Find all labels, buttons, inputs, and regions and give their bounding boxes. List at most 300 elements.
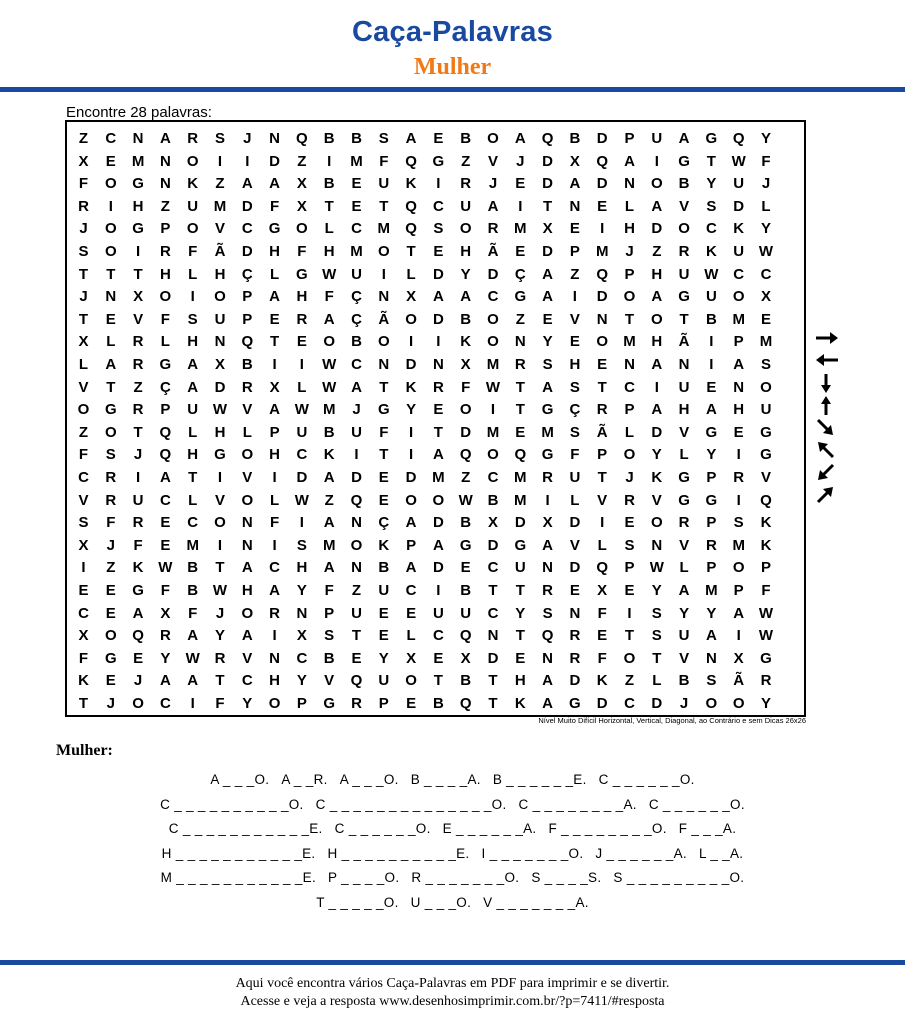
grid-letter[interactable]: B [323, 130, 335, 147]
grid-letter[interactable]: L [324, 220, 334, 238]
grid-letter[interactable]: X [78, 627, 89, 645]
grid-letter[interactable]: O [650, 310, 663, 328]
grid-letter[interactable]: E [105, 604, 116, 622]
grid-letter[interactable]: B [323, 175, 335, 193]
grid-letter[interactable]: K [733, 220, 745, 238]
grid-letter[interactable]: P [624, 401, 635, 419]
grid-letter[interactable]: A [487, 197, 499, 215]
grid-letter[interactable]: M [213, 197, 227, 215]
grid-letter[interactable]: F [188, 604, 198, 622]
grid-letter[interactable]: W [294, 491, 309, 509]
grid-letter[interactable]: Ã [214, 243, 226, 260]
grid-letter[interactable]: Z [106, 559, 116, 577]
grid-letter[interactable]: I [299, 514, 304, 532]
grid-letter[interactable]: X [406, 288, 417, 306]
grid-letter[interactable]: I [545, 491, 550, 509]
grid-letter[interactable]: P [624, 265, 635, 283]
grid-letter[interactable]: C [351, 356, 362, 373]
grid-letter[interactable]: L [761, 197, 771, 215]
grid-letter[interactable]: B [678, 175, 690, 193]
grid-letter[interactable]: M [514, 491, 527, 509]
grid-letter[interactable]: C [487, 604, 499, 622]
grid-letter[interactable]: E [624, 514, 635, 532]
grid-letter[interactable]: A [187, 378, 199, 396]
grid-letter[interactable]: H [651, 265, 663, 283]
grid-letter[interactable]: J [625, 469, 634, 486]
grid-letter[interactable]: I [190, 695, 195, 712]
grid-letter[interactable]: A [542, 265, 554, 283]
grid-letter[interactable]: U [760, 401, 772, 419]
grid-letter[interactable]: N [569, 604, 581, 622]
grid-letter[interactable]: L [188, 423, 198, 441]
grid-letter[interactable]: W [322, 265, 337, 283]
grid-letter[interactable]: R [78, 197, 89, 215]
grid-letter[interactable]: R [351, 695, 362, 712]
grid-letter[interactable]: J [106, 695, 115, 712]
grid-letter[interactable]: E [378, 604, 389, 622]
grid-letter[interactable]: R [569, 627, 581, 645]
grid-letter[interactable]: N [159, 175, 171, 193]
grid-letter[interactable]: C [159, 491, 171, 509]
grid-letter[interactable]: O [296, 220, 308, 238]
grid-letter[interactable]: Q [241, 333, 254, 351]
grid-letter[interactable]: Y [706, 446, 717, 464]
grid-letter[interactable]: Q [350, 491, 363, 509]
grid-letter[interactable]: F [78, 649, 89, 667]
grid-letter[interactable]: C [432, 627, 444, 645]
grid-letter[interactable]: A [323, 514, 335, 532]
grid-letter[interactable]: L [106, 333, 116, 351]
grid-letter[interactable]: O [705, 695, 718, 712]
grid-letter[interactable]: E [515, 649, 526, 667]
grid-letter[interactable]: R [569, 649, 581, 667]
grid-letter[interactable]: A [159, 469, 171, 486]
grid-letter[interactable]: E [433, 401, 444, 419]
grid-letter[interactable]: U [296, 423, 308, 441]
grid-letter[interactable]: J [488, 175, 498, 193]
grid-letter[interactable]: F [461, 378, 471, 396]
grid-letter[interactable]: M [514, 469, 527, 486]
grid-letter[interactable]: R [705, 536, 717, 554]
grid-letter[interactable]: I [518, 197, 523, 215]
grid-letter[interactable]: X [78, 152, 89, 170]
grid-letter[interactable]: U [651, 130, 663, 147]
grid-letter[interactable]: W [758, 627, 774, 645]
grid-letter[interactable]: R [678, 514, 690, 532]
grid-letter[interactable]: F [78, 446, 89, 464]
grid-letter[interactable]: F [379, 423, 389, 441]
grid-letter[interactable]: O [104, 220, 117, 238]
grid-letter[interactable]: E [542, 310, 553, 328]
grid-letter[interactable]: U [378, 582, 390, 599]
grid-letter[interactable]: J [133, 672, 143, 690]
grid-letter[interactable]: N [378, 356, 390, 373]
grid-letter[interactable]: V [242, 469, 253, 486]
grid-letter[interactable]: Ç [378, 514, 390, 532]
grid-letter[interactable]: L [270, 265, 280, 283]
grid-letter[interactable]: K [405, 378, 417, 396]
grid-letter[interactable]: C [159, 695, 171, 712]
grid-letter[interactable]: S [706, 672, 717, 690]
grid-letter[interactable]: Z [570, 265, 580, 283]
grid-letter[interactable]: I [190, 288, 195, 306]
grid-letter[interactable]: X [542, 220, 553, 238]
grid-letter[interactable]: L [624, 197, 635, 215]
grid-letter[interactable]: M [541, 423, 554, 441]
grid-letter[interactable]: O [77, 401, 90, 419]
grid-letter[interactable]: G [705, 423, 718, 441]
grid-letter[interactable]: I [490, 401, 496, 419]
grid-letter[interactable]: K [187, 175, 199, 193]
grid-letter[interactable]: F [597, 649, 607, 667]
grid-letter[interactable]: T [488, 695, 498, 712]
grid-letter[interactable]: S [105, 446, 116, 464]
grid-letter[interactable]: L [188, 265, 198, 283]
grid-letter[interactable]: C [296, 649, 308, 667]
grid-letter[interactable]: O [241, 446, 254, 464]
grid-letter[interactable]: E [160, 536, 171, 554]
grid-letter[interactable]: X [406, 649, 417, 667]
grid-letter[interactable]: C [432, 197, 444, 215]
grid-letter[interactable]: X [760, 288, 771, 306]
grid-letter[interactable]: B [323, 649, 335, 667]
grid-letter[interactable]: V [679, 649, 690, 667]
grid-letter[interactable]: I [108, 197, 113, 215]
grid-letter[interactable]: R [105, 469, 117, 486]
grid-letter[interactable]: I [272, 469, 277, 486]
grid-letter[interactable]: N [678, 356, 690, 373]
grid-letter[interactable]: C [269, 559, 281, 577]
grid-letter[interactable]: M [350, 243, 363, 260]
grid-letter[interactable]: Q [350, 672, 363, 690]
grid-letter[interactable]: J [243, 130, 252, 147]
grid-letter[interactable]: U [351, 423, 362, 441]
grid-letter[interactable]: H [269, 672, 281, 690]
grid-letter[interactable]: G [377, 401, 390, 419]
grid-letter[interactable]: H [651, 333, 663, 351]
grid-letter[interactable]: Y [760, 220, 771, 238]
grid-letter[interactable]: T [515, 378, 525, 396]
grid-letter[interactable]: W [185, 649, 200, 667]
grid-letter[interactable]: O [104, 627, 117, 645]
grid-letter[interactable]: D [569, 672, 581, 690]
grid-letter[interactable]: J [133, 446, 143, 464]
grid-letter[interactable]: I [409, 446, 414, 464]
grid-letter[interactable]: R [733, 469, 745, 486]
grid-letter[interactable]: Y [378, 649, 389, 667]
grid-letter[interactable]: I [272, 356, 277, 373]
grid-letter[interactable]: V [242, 401, 253, 419]
grid-letter[interactable]: H [214, 265, 226, 283]
grid-letter[interactable]: R [596, 401, 608, 419]
grid-letter[interactable]: D [405, 469, 417, 486]
grid-letter[interactable]: Ç [351, 310, 362, 328]
grid-letter[interactable]: R [760, 672, 772, 690]
grid-letter[interactable]: I [627, 604, 632, 622]
grid-letter[interactable]: F [106, 514, 116, 532]
grid-letter[interactable]: O [186, 152, 199, 170]
grid-letter[interactable]: K [760, 514, 772, 532]
grid-letter[interactable]: Q [296, 130, 308, 147]
grid-letter[interactable]: U [678, 627, 690, 645]
grid-letter[interactable]: Y [296, 672, 307, 690]
grid-letter[interactable]: H [269, 243, 281, 260]
grid-letter[interactable]: E [78, 582, 89, 599]
grid-letter[interactable]: K [596, 672, 608, 690]
grid-letter[interactable]: G [541, 446, 554, 464]
grid-letter[interactable]: U [678, 378, 690, 396]
grid-letter[interactable]: R [159, 243, 171, 260]
grid-letter[interactable]: I [654, 152, 659, 170]
grid-letter[interactable]: Y [760, 695, 771, 712]
grid-letter[interactable]: D [405, 356, 417, 373]
grid-letter[interactable]: O [323, 333, 336, 351]
grid-letter[interactable]: F [324, 582, 334, 599]
grid-letter[interactable]: G [705, 130, 718, 147]
grid-letter[interactable]: Z [461, 152, 471, 170]
grid-letter[interactable]: N [269, 649, 281, 667]
grid-letter[interactable]: S [706, 197, 717, 215]
grid-letter[interactable]: X [269, 378, 280, 396]
grid-letter[interactable]: K [323, 446, 335, 464]
grid-letter[interactable]: Q [405, 152, 417, 170]
grid-letter[interactable]: Y [460, 265, 471, 283]
grid-letter[interactable]: A [187, 627, 199, 645]
grid-letter[interactable]: U [351, 604, 362, 622]
grid-letter[interactable]: M [759, 333, 773, 351]
grid-letter[interactable]: I [327, 152, 332, 170]
grid-letter[interactable]: P [160, 401, 171, 419]
grid-letter[interactable]: U [214, 310, 226, 328]
grid-letter[interactable]: D [351, 469, 362, 486]
grid-letter[interactable]: I [217, 469, 223, 486]
grid-letter[interactable]: E [760, 310, 771, 328]
grid-letter[interactable]: U [733, 243, 745, 260]
grid-letter[interactable]: D [542, 152, 554, 170]
grid-letter[interactable]: Y [651, 582, 662, 599]
grid-letter[interactable]: C [705, 220, 717, 238]
grid-letter[interactable]: H [214, 423, 226, 441]
grid-letter[interactable]: C [487, 288, 499, 306]
grid-letter[interactable]: E [378, 469, 389, 486]
grid-letter[interactable]: T [433, 423, 443, 441]
grid-letter[interactable]: E [160, 514, 171, 532]
grid-letter[interactable]: Ã [678, 333, 690, 351]
grid-letter[interactable]: P [706, 559, 717, 577]
grid-letter[interactable]: W [322, 378, 337, 396]
grid-letter[interactable]: D [596, 695, 608, 712]
grid-letter[interactable]: T [624, 627, 635, 645]
grid-letter[interactable]: Q [159, 446, 172, 464]
grid-letter[interactable]: Y [679, 604, 690, 622]
grid-letter[interactable]: P [569, 243, 580, 260]
grid-letter[interactable]: W [758, 604, 774, 622]
grid-letter[interactable]: Q [459, 695, 472, 712]
grid-letter[interactable]: W [212, 401, 228, 419]
grid-letter[interactable]: F [597, 604, 607, 622]
grid-letter[interactable]: S [651, 604, 662, 622]
grid-letter[interactable]: W [212, 582, 228, 599]
grid-letter[interactable]: R [542, 469, 554, 486]
grid-letter[interactable]: I [436, 175, 441, 193]
grid-letter[interactable]: I [217, 152, 223, 170]
grid-letter[interactable]: F [297, 243, 307, 260]
grid-letter[interactable]: N [241, 514, 253, 532]
grid-letter[interactable]: X [597, 582, 608, 599]
grid-letter[interactable]: B [378, 559, 390, 577]
grid-letter[interactable]: Q [596, 265, 609, 283]
grid-letter[interactable]: D [432, 559, 444, 577]
grid-letter[interactable]: X [296, 175, 307, 193]
grid-letter[interactable]: S [624, 536, 635, 554]
grid-letter[interactable]: O [732, 695, 745, 712]
grid-letter[interactable]: O [159, 288, 172, 306]
grid-letter[interactable]: G [678, 152, 690, 170]
grid-letter[interactable]: A [432, 288, 444, 306]
grid-letter[interactable]: O [104, 423, 117, 441]
grid-letter[interactable]: P [706, 514, 717, 532]
grid-letter[interactable]: Q [514, 446, 527, 464]
grid-letter[interactable]: W [322, 356, 337, 373]
grid-letter[interactable]: E [406, 604, 417, 622]
grid-letter[interactable]: M [595, 243, 609, 260]
grid-letter[interactable]: O [405, 672, 417, 690]
grid-letter[interactable]: V [242, 649, 253, 667]
grid-letter[interactable]: D [569, 514, 581, 532]
grid-letter[interactable]: G [132, 220, 144, 238]
grid-letter[interactable]: Ã [733, 672, 745, 690]
grid-letter[interactable]: K [378, 536, 390, 554]
grid-letter[interactable]: I [136, 469, 141, 486]
grid-letter[interactable]: D [651, 695, 663, 712]
grid-letter[interactable]: O [650, 514, 663, 532]
grid-letter[interactable]: S [214, 130, 225, 147]
grid-letter[interactable]: N [269, 130, 281, 147]
grid-letter[interactable]: I [709, 356, 714, 373]
grid-letter[interactable]: O [678, 220, 690, 238]
grid-letter[interactable]: N [596, 310, 608, 328]
grid-letter[interactable]: J [625, 243, 634, 260]
grid-letter[interactable]: B [187, 559, 199, 577]
grid-letter[interactable]: E [433, 243, 444, 260]
grid-letter[interactable]: T [433, 672, 443, 690]
grid-letter[interactable]: O [623, 649, 636, 667]
grid-letter[interactable]: H [514, 672, 526, 690]
grid-letter[interactable]: S [78, 514, 89, 532]
grid-letter[interactable]: D [569, 559, 581, 577]
grid-letter[interactable]: G [323, 695, 336, 712]
grid-letter[interactable]: C [487, 469, 499, 486]
grid-letter[interactable]: O [432, 491, 445, 509]
grid-letter[interactable]: F [160, 310, 170, 328]
grid-letter[interactable]: P [296, 695, 307, 712]
grid-letter[interactable]: T [488, 582, 498, 599]
grid-letter[interactable]: C [187, 514, 199, 532]
grid-letter[interactable]: A [542, 536, 554, 554]
grid-letter[interactable]: R [159, 627, 171, 645]
grid-letter[interactable]: A [405, 514, 417, 532]
grid-letter[interactable]: V [597, 491, 608, 509]
grid-letter[interactable]: C [241, 672, 253, 690]
grid-letter[interactable]: D [432, 310, 444, 328]
grid-letter[interactable]: E [351, 649, 362, 667]
grid-letter[interactable]: H [323, 243, 335, 260]
grid-letter[interactable]: T [379, 378, 389, 396]
grid-letter[interactable]: N [432, 356, 444, 373]
grid-letter[interactable]: R [487, 220, 499, 238]
grid-letter[interactable]: V [651, 491, 662, 509]
grid-letter[interactable]: O [732, 288, 745, 306]
grid-letter[interactable]: O [214, 288, 226, 306]
grid-letter[interactable]: L [597, 536, 607, 554]
grid-letter[interactable]: C [624, 695, 635, 712]
grid-letter[interactable]: Ç [351, 288, 362, 306]
grid-letter[interactable]: U [432, 604, 444, 622]
grid-letter[interactable]: Z [652, 243, 662, 260]
grid-letter[interactable]: H [296, 288, 308, 306]
grid-letter[interactable]: Ç [241, 265, 253, 283]
grid-letter[interactable]: V [214, 491, 225, 509]
grid-letter[interactable]: G [432, 152, 445, 170]
grid-letter[interactable]: W [294, 401, 309, 419]
grid-letter[interactable]: E [515, 423, 526, 441]
grid-letter[interactable]: S [542, 356, 553, 373]
grid-letter[interactable]: J [106, 536, 115, 554]
grid-letter[interactable]: T [597, 469, 607, 486]
grid-letter[interactable]: U [187, 401, 199, 419]
grid-letter[interactable]: R [214, 649, 226, 667]
grid-letter[interactable]: B [678, 672, 690, 690]
grid-letter[interactable]: T [515, 582, 525, 599]
grid-letter[interactable]: I [409, 333, 414, 351]
grid-letter[interactable]: Q [405, 197, 417, 215]
grid-letter[interactable]: I [217, 536, 223, 554]
grid-letter[interactable]: T [215, 672, 225, 690]
grid-letter[interactable]: A [269, 582, 281, 599]
grid-letter[interactable]: N [105, 288, 117, 306]
grid-letter[interactable]: D [269, 152, 281, 170]
grid-letter[interactable]: D [542, 243, 554, 260]
grid-letter[interactable]: L [242, 423, 252, 441]
grid-letter[interactable]: M [322, 536, 336, 554]
grid-letter[interactable]: I [709, 333, 714, 351]
grid-letter[interactable]: R [296, 310, 308, 328]
grid-letter[interactable]: Q [459, 446, 472, 464]
grid-letter[interactable]: K [405, 175, 417, 193]
grid-letter[interactable]: T [379, 446, 389, 464]
grid-letter[interactable]: D [596, 130, 608, 147]
grid-letter[interactable]: X [487, 514, 498, 532]
grid-letter[interactable]: Z [133, 378, 143, 396]
grid-letter[interactable]: W [731, 152, 746, 170]
grid-letter[interactable]: H [624, 220, 635, 238]
grid-letter[interactable]: B [351, 333, 362, 351]
grid-letter[interactable]: K [651, 469, 663, 486]
grid-letter[interactable]: O [732, 559, 745, 577]
grid-letter[interactable]: A [733, 356, 745, 373]
grid-letter[interactable]: W [704, 265, 719, 283]
grid-letter[interactable]: W [485, 378, 501, 396]
grid-letter[interactable]: L [679, 559, 689, 577]
grid-letter[interactable]: Q [596, 559, 609, 577]
grid-letter[interactable]: A [241, 559, 253, 577]
grid-letter[interactable]: U [460, 197, 472, 215]
grid-letter[interactable]: D [296, 469, 308, 486]
grid-letter[interactable]: M [705, 582, 718, 599]
grid-letter[interactable]: O [405, 310, 417, 328]
grid-letter[interactable]: E [597, 627, 608, 645]
grid-letter[interactable]: H [159, 265, 171, 283]
